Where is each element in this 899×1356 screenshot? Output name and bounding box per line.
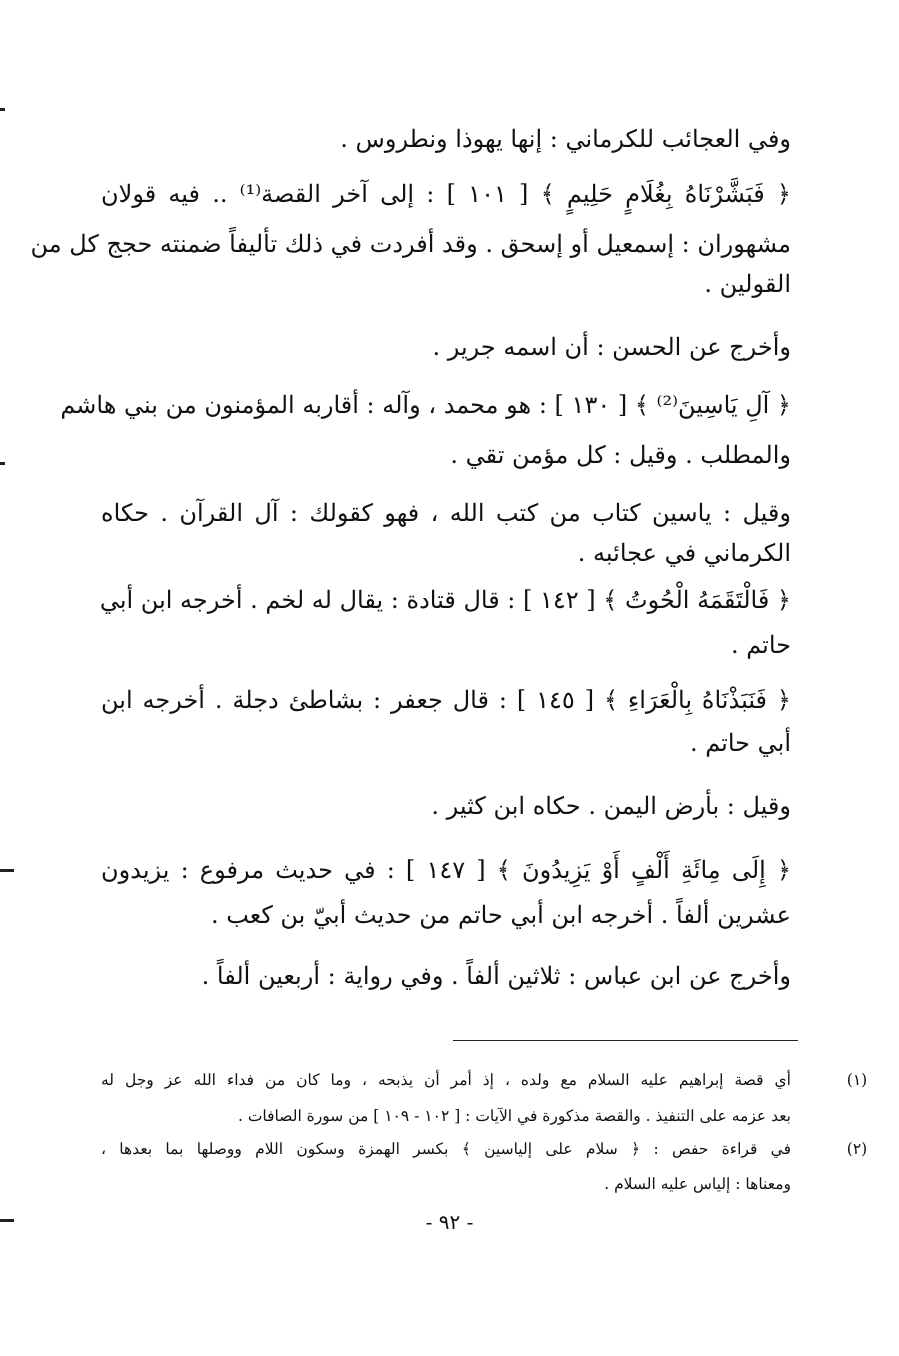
footnote-separator	[453, 1040, 798, 1041]
margin-mark	[0, 462, 5, 465]
text-line: عشرين ألفاً . أخرجه ابن أبي حاتم من حديث أبيّ بن كعب .	[210, 901, 791, 929]
text-line: وأخرج عن ابن عباس : ثلاثين ألفاً . وفي رواية : أربعين ألفاً .	[201, 962, 791, 990]
text-line: مشهوران : إسمعيل أو إسحق . وقد أفردت في ذلك تأليفاً ضمنته حجج كل من	[30, 230, 791, 258]
text-line: ﴿ فَالْتَقَمَهُ الْحُوتُ ﴾ [ ١٤٢ ] : قال قتادة : يقال له لخم . أخرجه ابن أبي	[99, 586, 791, 614]
footnote-line: بعد عزمه على التنفيذ . والقصة مذكورة في الآيات : [ ١٠٢ - ١٠٩ ] من سورة الصافات .	[237, 1107, 791, 1125]
text-line: وقيل : بأرض اليمن . حكاه ابن كثير .	[431, 792, 791, 820]
text-line: ﴿ آلِ يَاسِينَ⁽²⁾ ﴾ [ ١٣٠ ] : هو محمد ، وآله : أقاربه المؤمنون من بني هاشم	[60, 391, 791, 419]
footnote-number: (٢)	[846, 1140, 868, 1158]
page-number: - ٩٢ -	[425, 1210, 474, 1234]
footnote-number: (١)	[846, 1071, 868, 1089]
footnote-line: في قراءة حفص : ﴿ سلام على إلياسين ﴾ بكسر الهمزة وسكون اللام ووصلها بما بعدها ،	[101, 1140, 791, 1158]
margin-mark	[0, 869, 14, 872]
text-line: ﴿ فَبَشَّرْنَاهُ بِغُلَامٍ حَلِيمٍ ﴾ [ ١٠١ ] : إلى آخر القصة⁽¹⁾ .. فيه قولان	[101, 180, 791, 208]
text-line: القولين .	[704, 270, 791, 298]
margin-mark	[0, 108, 5, 111]
text-line: وأخرج عن الحسن : أن اسمه جرير .	[432, 333, 791, 361]
text-line: حاتم .	[730, 631, 791, 659]
text-line: الكرماني في عجائبه .	[577, 539, 791, 567]
text-line: والمطلب . وقيل : كل مؤمن تقي .	[450, 441, 791, 469]
text-line: وقيل : ياسين كتاب من كتب الله ، فهو كقولك : آل القرآن . حكاه	[101, 499, 791, 527]
footnote-line: ومعناها : إلياس عليه السلام .	[604, 1175, 791, 1193]
margin-mark	[0, 1219, 14, 1222]
text-line: ﴿ فَنَبَذْنَاهُ بِالْعَرَاءِ ﴾ [ ١٤٥ ] : قال جعفر : بشاطئ دجلة . أخرجه ابن	[101, 686, 791, 714]
text-line: وفي العجائب للكرماني : إنها يهوذا ونطروس .	[340, 125, 791, 153]
footnote-line: أي قصة إبراهيم عليه السلام مع ولده ، إذ أمر أن يذبحه ، وما كان من فداء الله عز وجل له	[101, 1071, 791, 1089]
text-line: ﴿ إِلَى مِائَةِ أَلْفٍ أَوْ يَزِيدُونَ ﴾ [ ١٤٧ ] : في حديث مرفوع : يزيدون	[101, 856, 792, 884]
text-line: أبي حاتم .	[689, 729, 791, 757]
